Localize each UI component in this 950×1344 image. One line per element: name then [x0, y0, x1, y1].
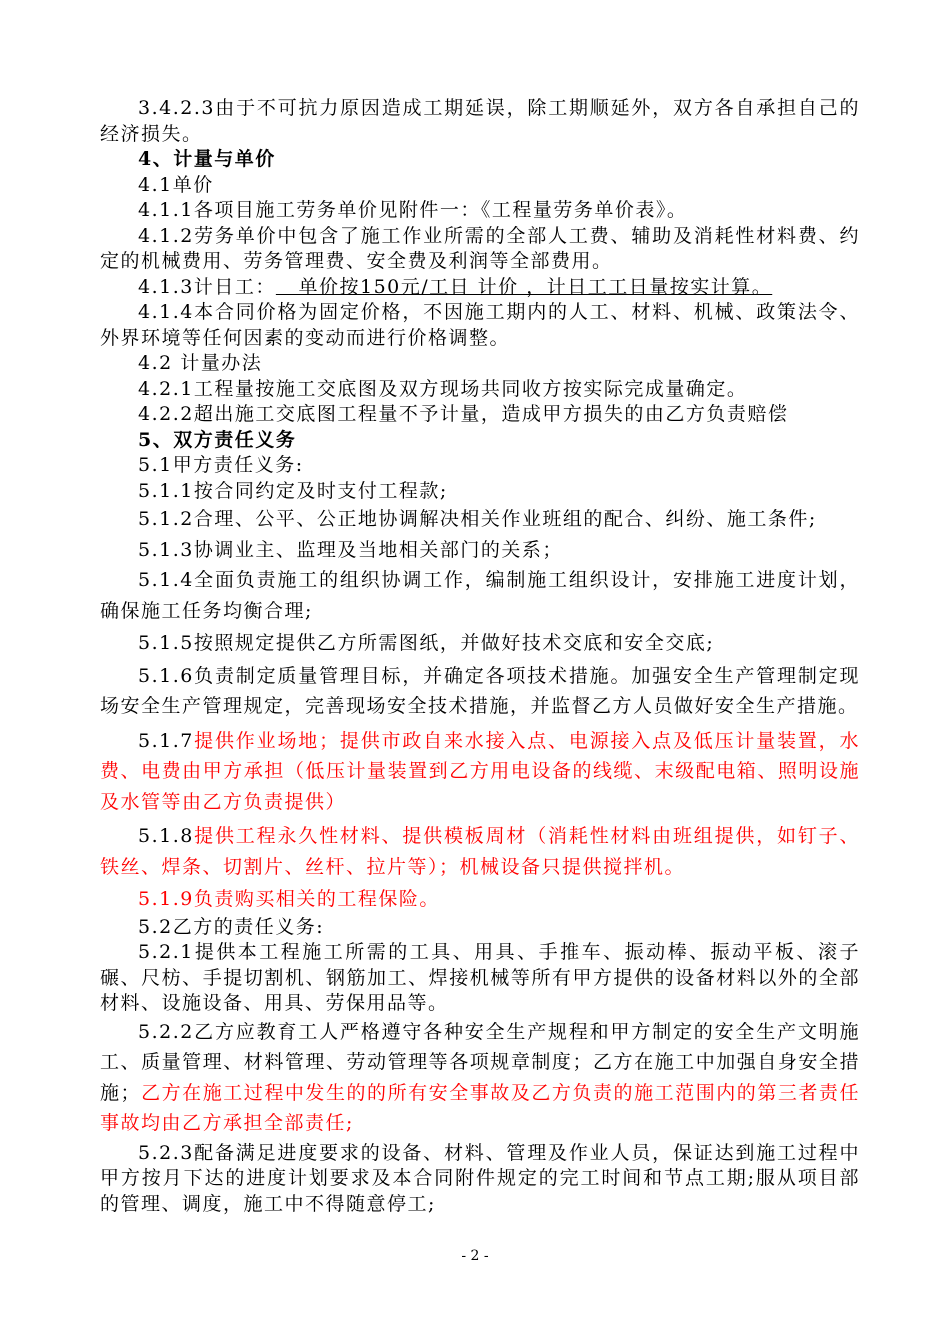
clause-4-2-1: 4.2.1工程量按施工交底图及双方现场共同收方按实际完成量确定。: [138, 377, 748, 400]
clause-4-1-2: 4.1.2劳务单价中包含了施工作业所需的全部人工费、辅助及消耗性材料费、约定的机械费用、劳务管理费、安全费及利润等全部费用。: [100, 224, 860, 272]
clause-5-2-3: 5.2.3配备满足进度要求的设备、材料、管理及作业人员，保证达到施工过程中甲方按月下达的进度计划要求及本合同附件规定的完工时间和节点工期;服从项目部的管理、调度，施工中不得随意停工;: [100, 1141, 860, 1215]
clause-5-1-5: 5.1.5按照规定提供乙方所需图纸，并做好技术交底和安全交底;: [138, 632, 715, 654]
clause-4-1-3-label: 4.1.3计日工：: [138, 275, 276, 298]
clause-5-2-2: [100, 1017, 860, 1139]
clause-5-2: 5.2乙方的责任义务:: [138, 915, 325, 938]
clause-5-1-6: 5.1.6负责制定质量管理目标，并确定各项技术措施。加强安全生产管理制定现场安全生产管理规定，完善现场安全技术措施，并监督乙方人员做好安全生产措施。: [100, 664, 860, 717]
clause-4-1-4: 4.1.4本合同价格为固定价格，不因施工期内的人工、材料、机械、政策法令、外界环境等任何因素的变动而进行价格调整。: [100, 301, 860, 349]
clause-4-2-2: 4.2.2超出施工交底图工程量不予计量，造成甲方损失的由乙方负责赔偿: [138, 403, 789, 425]
clause-5-1-8-number: 5.1.8: [138, 825, 194, 847]
clause-5-1-7-number: 5.1.7: [138, 729, 194, 752]
clause-5-1-2: 5.1.2合理、公平、公正地协调解决相关作业班组的配合、纠纷、施工条件;: [138, 508, 817, 530]
section-heading-4: 4、计量与单价: [138, 148, 276, 170]
clause-5-1: 5.1甲方责任义务:: [138, 454, 304, 476]
document-body: [100, 96, 860, 1217]
page-number: - 2 -: [461, 1248, 489, 1264]
clause-5-1-9: 5.1.9负责购买相关的工程保险。: [138, 888, 440, 910]
day-rate-underlined: 单价按150元/工日 计价 ，计日工工日量按实计算。: [275, 275, 773, 298]
clause-5-2-2-text: 5.2.2乙方应教育工人严格遵守各种安全生产规程和甲方制定的安全生产文明施工、质量管理、材料管理、劳动管理等各项规章制度；乙方在施工中加强自身安全措施；: [100, 1020, 860, 1104]
clause-5-1-1: 5.1.1按合同约定及时支付工程款;: [138, 479, 448, 502]
clause-5-2-2-highlight: 乙方在施工过程中发生的的所有安全事故及乙方负责的施工范围内的第三者责任事故均由乙方承担全部责任;: [100, 1081, 860, 1134]
clause-3-4-2-3: 3.4.2.3由于不可抗力原因造成工期延误，除工期顺延外，双方各自承担自己的经济损失。: [100, 97, 860, 145]
clause-5-1-7-highlight: 提供作业场地；提供市政自来水接入点、电源接入点及低压计量装置，水费、电费由甲方承担（低压计量装置到乙方用电设备的线缆、末级配电箱、照明设施及水管等由乙方负责提供）: [100, 729, 860, 813]
clause-5-1-8-highlight: 提供工程永久性材料、提供模板周材（消耗性材料由班组提供，如钉子、铁丝、焊条、切割片、丝杆、拉片等）；机械设备只提供搅拌机。: [100, 825, 860, 878]
clause-5-1-4: 5.1.4全面负责施工的组织协调工作，编制施工组织设计，安排施工进度计划，确保施工任务均衡合理;: [100, 569, 860, 622]
clause-4-1-3: [100, 275, 860, 301]
clause-5-1-7: [100, 726, 860, 818]
clause-5-2-1: 5.2.1提供本工程施工所需的工具、用具、手推车、振动棒、振动平板、滚子碾、尺枋、手提切割机、钢筋加工、焊接机械等所有甲方提供的设备材料以外的全部材料、设施设备、用具、劳保用品等。: [100, 941, 860, 1014]
clause-5-1-8: [100, 821, 860, 882]
clause-4-1-1: 4.1.1各项目施工劳务单价见附件一：《工程量劳务单价表》。: [138, 199, 688, 221]
clause-5-1-3: 5.1.3协调业主、监理及当地相关部门的关系；: [138, 538, 563, 561]
clause-4-1: 4.1单价: [138, 173, 214, 196]
clause-4-2: 4.2 计量办法: [138, 352, 263, 374]
section-heading-5: 5、双方责任义务: [138, 428, 297, 451]
